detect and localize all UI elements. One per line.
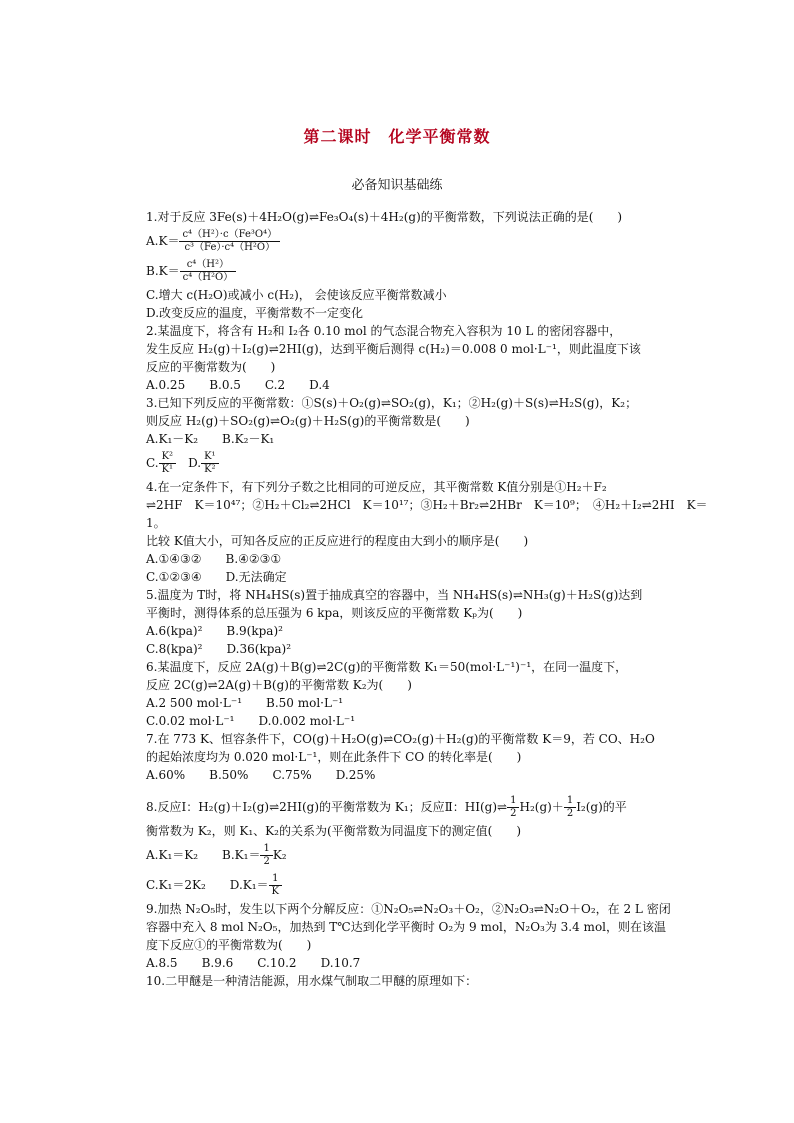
fraction-half bbox=[564, 795, 576, 820]
question-line: 度下反应①的平衡常数为( ) bbox=[146, 938, 312, 952]
options: A.60% B.50% C.75% D.25% bbox=[146, 768, 376, 782]
denominator: c⁴（H²O） bbox=[182, 272, 234, 283]
option-label: B.K＝ bbox=[146, 264, 180, 278]
denominator: 2 bbox=[566, 808, 574, 819]
question-line: 4.在一定条件下，有下列分子数之比相同的可逆反应，其平衡常数 K值分别是①H₂＋F₂ bbox=[146, 480, 607, 494]
question-line: 反应 2C(g)⇌2A(g)＋B(g)的平衡常数 K₂为( ) bbox=[146, 678, 412, 692]
numerator: 1 bbox=[564, 795, 576, 808]
fraction-half bbox=[507, 795, 519, 820]
options-ab bbox=[146, 840, 686, 870]
numerator: K² bbox=[159, 451, 176, 464]
options-cd: C.8(kpa)² D.36(kpa)² bbox=[146, 642, 292, 656]
section-subtitle: 必备知识基础练 bbox=[351, 178, 443, 193]
denominator: K bbox=[271, 886, 280, 897]
option-c: C.增大 c(H₂O)或减小 c(H₂)， 会使该反应平衡常数减小 bbox=[146, 288, 447, 302]
question-5 bbox=[146, 586, 686, 658]
option-d: D.改变反应的温度，平衡常数不一定变化 bbox=[146, 306, 364, 320]
fraction bbox=[269, 873, 282, 898]
denominator: c³（Fe）·c⁴（H²O） bbox=[184, 242, 276, 253]
question-line: 6.某温度下，反应 2A(g)＋B(g)⇌2C(g)的平衡常数 K₁＝50(mol·L⁻¹)⁻¹，在同一温度下， bbox=[146, 660, 628, 674]
options-cd bbox=[146, 870, 686, 900]
denominator: 2 bbox=[263, 856, 270, 867]
numerator: c⁴（H²）·c（Fe³O⁴） bbox=[179, 229, 280, 242]
numerator: 1 bbox=[260, 843, 272, 856]
options-ab: A.K₁－K₂ B.K₂－K₁ bbox=[146, 432, 275, 446]
question-stem: 1.对于反应 3Fe(s)＋4H₂O(g)⇌Fe₃O₄(s)＋4H₂(g)的平衡常数，下列说法正确的是( ) bbox=[146, 210, 623, 224]
question-text: 8.反应Ⅰ：H₂(g)＋I₂(g)⇌2HI(g)的平衡常数为 K₁；反应Ⅱ：HI(g)⇌ bbox=[146, 800, 508, 814]
fraction bbox=[159, 451, 176, 476]
question-line: 容器中充入 8 mol N₂O₅，加热到 T℃达到化学平衡时 O₂为 9 mol，N₂O₃为 3.4 mol，则在该温 bbox=[146, 920, 667, 934]
denominator: K² bbox=[204, 464, 216, 475]
page-title: 第二课时 化学平衡常数 bbox=[303, 127, 491, 146]
option-text: K₂ bbox=[272, 848, 287, 862]
options-ab: A.①④③② B.④②③① bbox=[146, 552, 282, 566]
denominator: K¹ bbox=[161, 464, 174, 475]
options-cd bbox=[146, 448, 686, 478]
question-text: H₂(g)＋ bbox=[519, 800, 564, 814]
question-line: 比较 K值大小，可知各反应的正反应进行的程度由大到小的顺序是( ) bbox=[146, 534, 529, 548]
question-line: 发生反应 H₂(g)＋I₂(g)⇌2HI(g)，达到平衡后测得 c(H₂)＝0.008 0 mol·L⁻¹，则此温度下该 bbox=[146, 342, 641, 356]
option-label: D. bbox=[176, 456, 202, 470]
question-line: 平衡时，测得体系的总压强为 6 kpa，则该反应的平衡常数 Kₚ为( ) bbox=[146, 606, 523, 620]
question-8 bbox=[146, 792, 686, 900]
question-line: 7.在 773 K、恒容条件下，CO(g)＋H₂O(g)⇌CO₂(g)＋H₂(g)的平衡常数 K＝9，若 CO、H₂O bbox=[146, 732, 655, 746]
question-4 bbox=[146, 478, 708, 586]
question-7 bbox=[146, 730, 686, 784]
question-1 bbox=[146, 208, 686, 322]
question-text: I₂(g)的平 bbox=[576, 800, 627, 814]
options-ab: A.6(kpa)² B.9(kpa)² bbox=[146, 624, 283, 638]
options: A.0.25 B.0.5 C.2 D.4 bbox=[146, 378, 330, 392]
fraction bbox=[201, 451, 218, 476]
denominator: 2 bbox=[510, 808, 517, 819]
option-a bbox=[146, 226, 686, 256]
question-3 bbox=[146, 394, 686, 478]
option-text: A.K₁＝K₂ B.K₁＝ bbox=[146, 848, 261, 862]
question-line: ⇌2HF K＝10⁴⁷；②H₂＋Cl₂⇌2HCl K＝10¹⁷；③H₂＋Br₂⇌2HBr K＝10⁹； ④H₂＋I₂⇌2HI K＝ bbox=[146, 498, 708, 512]
numerator: 1 bbox=[269, 873, 282, 886]
question-10 bbox=[146, 972, 686, 990]
question-line: 衡常数为 K₂，则 K₁、K₂的关系为(平衡常数为同温度下的测定值( ) bbox=[146, 824, 522, 838]
numerator: 1 bbox=[507, 795, 519, 808]
question-line: 则反应 H₂(g)＋SO₂(g)⇌O₂(g)＋H₂S(g)的平衡常数是( ) bbox=[146, 414, 470, 428]
fraction bbox=[179, 229, 280, 254]
question-line: 5.温度为 T时，将 NH₄HS(s)置于抽成真空的容器中，当 NH₄HS(s)⇌NH₃(g)＋H₂S(g)达到 bbox=[146, 588, 643, 602]
question-line: 3.已知下列反应的平衡常数：①S(s)＋O₂(g)⇌SO₂(g)，K₁；②H₂(g)＋S(s)⇌H₂S(g)，K₂； bbox=[146, 396, 638, 410]
numerator: c⁴（H²） bbox=[180, 259, 237, 272]
question-line: 10.二甲醚是一种清洁能源，用水煤气制取二甲醚的原理如下： bbox=[146, 974, 478, 988]
numerator: K¹ bbox=[201, 451, 218, 464]
question-9 bbox=[146, 900, 686, 972]
options-cd: C.0.02 mol·L⁻¹ D.0.002 mol·L⁻¹ bbox=[146, 714, 356, 728]
question-line bbox=[146, 792, 686, 822]
option-text: C.K₁＝2K₂ D.K₁＝ bbox=[146, 878, 269, 892]
question-6 bbox=[146, 658, 686, 730]
question-2 bbox=[146, 322, 686, 394]
options-ab: A.2 500 mol·L⁻¹ B.50 mol·L⁻¹ bbox=[146, 696, 344, 710]
option-label: A.K＝ bbox=[146, 234, 180, 248]
question-line: 9.加热 N₂O₅时，发生以下两个分解反应：①N₂O₅⇌N₂O₃＋O₂，②N₂O₃⇌N₂O＋O₂，在 2 L 密闭 bbox=[146, 902, 671, 916]
options: A.8.5 B.9.6 C.10.2 D.10.7 bbox=[146, 956, 361, 970]
question-line: 的起始浓度均为 0.020 mol·L⁻¹，则在此条件下 CO 的转化率是( ) bbox=[146, 750, 522, 764]
options-cd: C.①②③④ D.无法确定 bbox=[146, 570, 287, 584]
fraction-half bbox=[260, 843, 272, 868]
question-line: 2.某温度下，将含有 H₂和 I₂各 0.10 mol 的气态混合物充入容积为 10 L 的密闭容器中， bbox=[146, 324, 622, 338]
option-label: C. bbox=[146, 456, 159, 470]
option-b bbox=[146, 256, 686, 286]
question-list bbox=[146, 208, 708, 990]
question-line: 1。 bbox=[146, 516, 166, 530]
question-line: 反应的平衡常数为( ) bbox=[146, 360, 276, 374]
fraction bbox=[180, 259, 237, 284]
